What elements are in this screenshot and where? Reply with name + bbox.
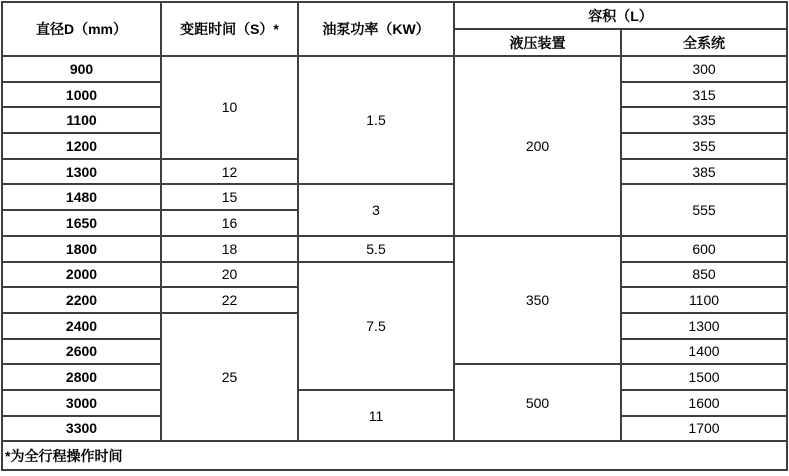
cell-full-system-volume: 555: [621, 184, 787, 235]
cell-full-system-volume: 1400: [621, 339, 787, 365]
cell-pitch-time: 12: [161, 159, 298, 185]
cell-diameter: 1100: [2, 107, 161, 133]
cell-pitch-time: 15: [161, 184, 298, 210]
cell-pitch-time: 18: [161, 236, 298, 262]
cell-diameter: 1650: [2, 210, 161, 236]
cell-diameter: 2800: [2, 364, 161, 390]
cell-pitch-time: 25: [161, 313, 298, 441]
cell-diameter: 1300: [2, 159, 161, 185]
cell-diameter: 900: [2, 56, 161, 82]
table-row: [2, 390, 787, 416]
cell-pitch-time: 22: [161, 287, 298, 313]
table-footer: [2, 441, 787, 470]
cell-hydraulic-volume: 500: [454, 364, 621, 441]
table-header: [2, 2, 787, 56]
header-full-system: 全系统: [621, 29, 787, 56]
table-body: [2, 56, 787, 441]
cell-diameter: 1480: [2, 184, 161, 210]
cell-full-system-volume: 335: [621, 107, 787, 133]
header-row-1: [2, 2, 787, 29]
cell-pitch-time: 16: [161, 210, 298, 236]
cell-full-system-volume: 355: [621, 133, 787, 159]
table-row: [2, 236, 787, 262]
cell-full-system-volume: 600: [621, 236, 787, 262]
cell-full-system-volume: 1100: [621, 287, 787, 313]
cell-diameter: 1000: [2, 82, 161, 108]
cell-diameter: 2400: [2, 313, 161, 339]
header-volume: 容积（L）: [454, 2, 787, 29]
cell-full-system-volume: 1300: [621, 313, 787, 339]
table-row: [2, 184, 787, 210]
cell-diameter: 2200: [2, 287, 161, 313]
header-diameter: 直径D（mm）: [2, 2, 161, 56]
header-pitch-time: 变距时间（S）*: [161, 2, 298, 56]
cell-pump-power: 11: [298, 390, 454, 441]
cell-pitch-time: 10: [161, 56, 298, 159]
header-hydraulic-device: 液压装置: [454, 29, 621, 56]
cell-pitch-time: 20: [161, 262, 298, 288]
cell-diameter: 1800: [2, 236, 161, 262]
cell-full-system-volume: 1500: [621, 364, 787, 390]
cell-full-system-volume: 1700: [621, 416, 787, 442]
cell-pump-power: 3: [298, 184, 454, 235]
cell-full-system-volume: 850: [621, 262, 787, 288]
cell-diameter: 1200: [2, 133, 161, 159]
cell-full-system-volume: 300: [621, 56, 787, 82]
header-pump-power: 油泵功率（KW）: [298, 2, 454, 56]
cell-diameter: 2600: [2, 339, 161, 365]
specification-table: [1, 1, 788, 471]
cell-full-system-volume: 385: [621, 159, 787, 185]
cell-hydraulic-volume: 200: [454, 56, 621, 236]
cell-pump-power: 1.5: [298, 56, 454, 184]
cell-diameter: 3000: [2, 390, 161, 416]
cell-diameter: 3300: [2, 416, 161, 442]
cell-diameter: 2000: [2, 262, 161, 288]
table-row: [2, 262, 787, 288]
table-row: [2, 56, 787, 82]
cell-pump-power: 5.5: [298, 236, 454, 262]
footnote-row: [2, 441, 787, 470]
cell-full-system-volume: 315: [621, 82, 787, 108]
cell-pump-power: 7.5: [298, 262, 454, 390]
cell-hydraulic-volume: 350: [454, 236, 621, 364]
cell-full-system-volume: 1600: [621, 390, 787, 416]
footnote-text: *为全行程操作时间: [2, 441, 787, 470]
